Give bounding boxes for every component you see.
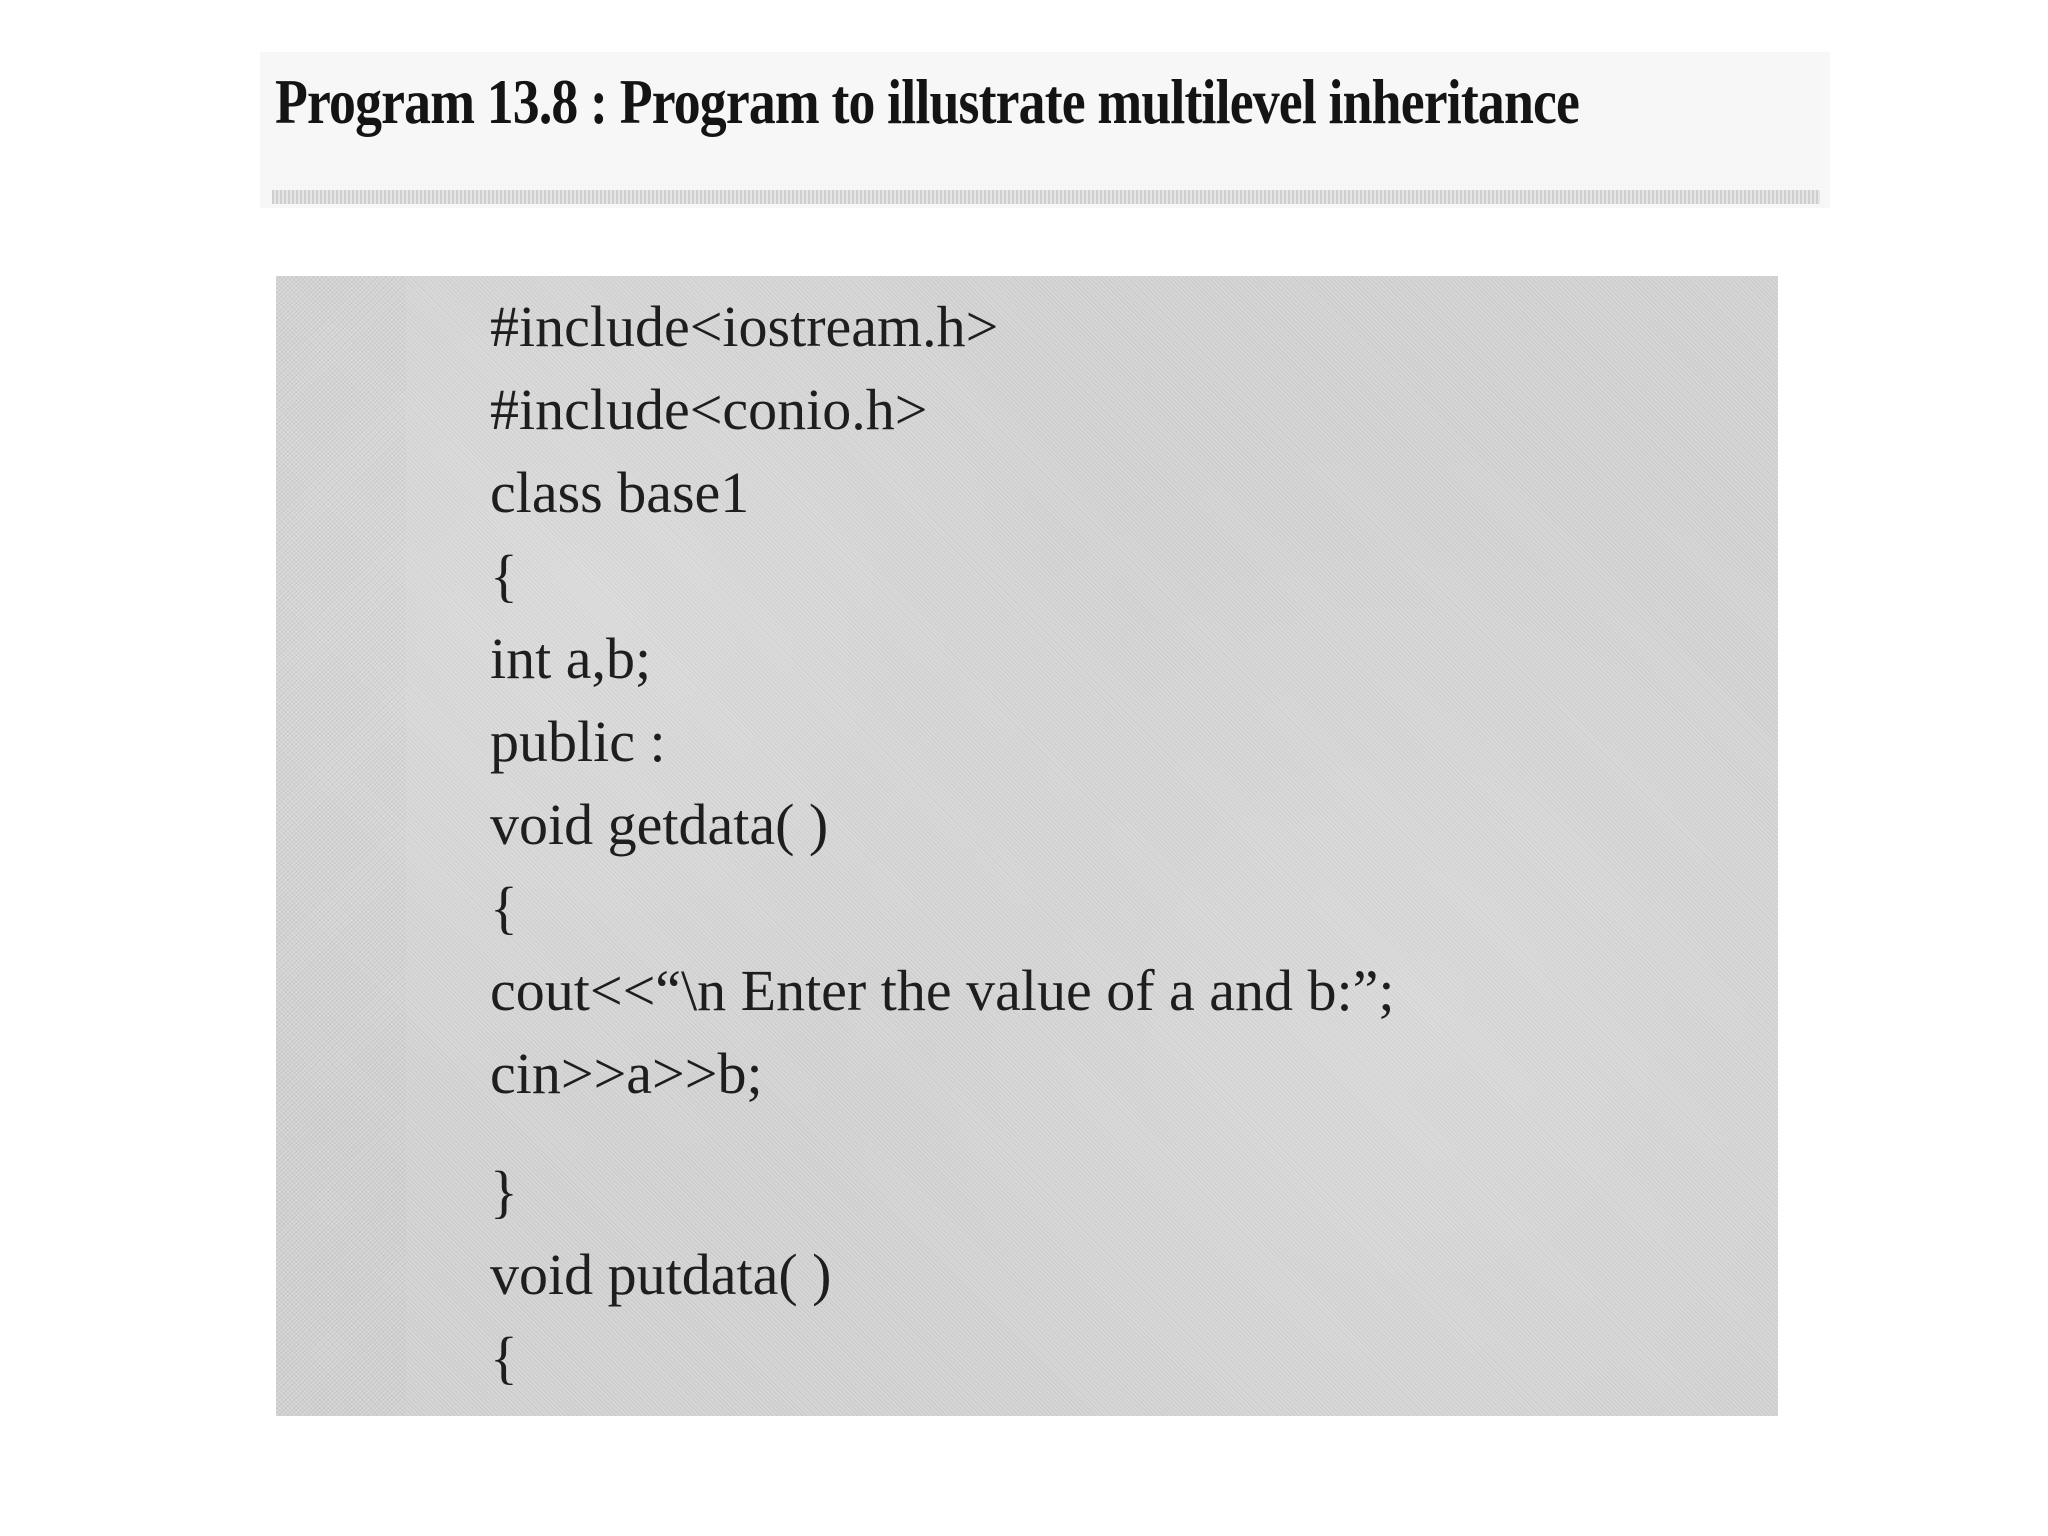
code-line: }	[490, 1159, 518, 1224]
code-line: public :	[490, 709, 666, 774]
code-line: void putdata( )	[490, 1242, 832, 1307]
code-line: int a,b;	[490, 626, 652, 691]
title-underline	[272, 190, 1820, 204]
code-lines	[276, 276, 1778, 1416]
code-listing	[276, 276, 1778, 1416]
code-line: cout<<“\n Enter the value of a and b:”;	[490, 958, 1395, 1023]
code-line: class base1	[490, 460, 750, 525]
code-line: #include<conio.h>	[490, 377, 928, 442]
code-line: {	[490, 543, 518, 608]
code-line: cin>>a>>b;	[490, 1041, 763, 1106]
program-title: Program 13.8 : Program to illustrate multilevel inheritance	[275, 66, 1580, 137]
code-line: void getdata( )	[490, 792, 829, 857]
code-line: #include<iostream.h>	[490, 294, 999, 359]
code-line: {	[490, 875, 518, 940]
code-line: {	[490, 1325, 518, 1390]
